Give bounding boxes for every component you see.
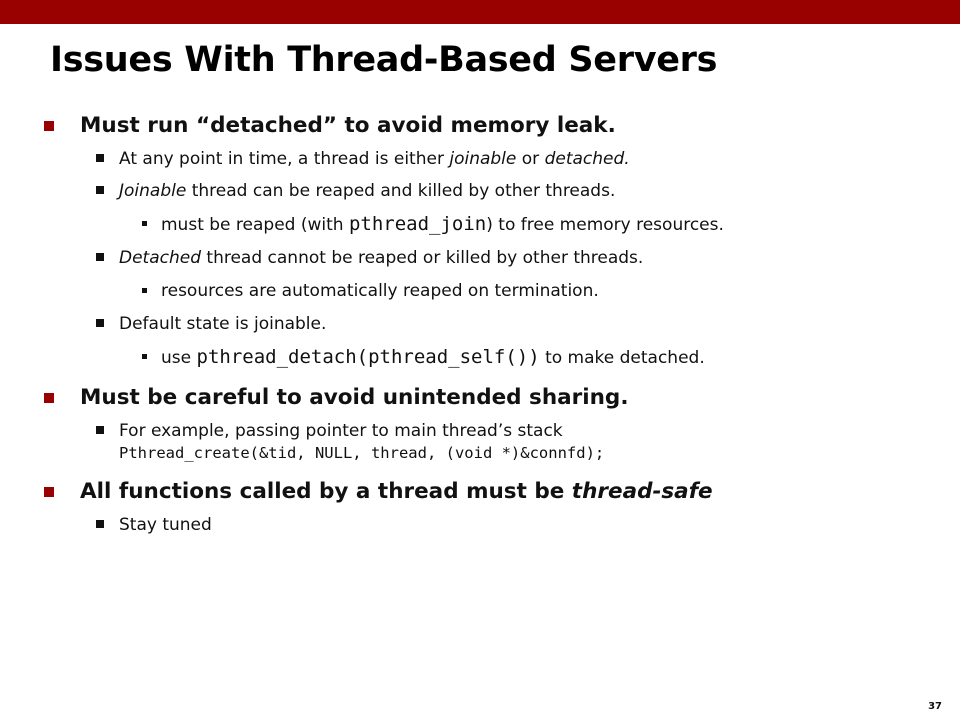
square-bullet-icon: [142, 288, 147, 293]
sub-bullet: [44, 420, 924, 464]
bullet-text: Must be careful to avoid unintended sharing.: [80, 385, 629, 410]
sub-bullet-text: Joinable thread can be reaped and killed by other threads.: [119, 181, 616, 201]
square-bullet-icon: [96, 426, 104, 434]
sub-sub-bullet: [44, 279, 924, 303]
sub-bullet-text: At any point in time, a thread is either joinable or detached.: [119, 149, 630, 169]
square-bullet-icon: [44, 121, 54, 131]
square-bullet-icon: [44, 393, 54, 403]
page-number: 37: [928, 701, 942, 712]
square-bullet-icon: [96, 253, 104, 261]
slide-title: Issues With Thread-Based Servers: [50, 40, 718, 80]
square-bullet-icon: [142, 354, 147, 359]
sub-bullet: [44, 247, 924, 269]
bullet-thread-safe: [44, 478, 924, 506]
square-bullet-icon: [96, 520, 104, 528]
sub-sub-bullet-text: resources are automatically reaped on termination.: [161, 281, 599, 301]
sub-bullet-text: For example, passing pointer to main thread’s stack: [119, 421, 563, 441]
bullet-text: All functions called by a thread must be thread-safe: [80, 479, 713, 504]
square-bullet-icon: [96, 186, 104, 194]
square-bullet-icon: [142, 221, 147, 226]
bullet-detached: [44, 112, 924, 140]
sub-bullet: [44, 313, 924, 335]
code-pthread-detach: pthread_detach(pthread_self()): [196, 346, 540, 368]
square-bullet-icon: [44, 487, 54, 497]
sub-sub-bullet-text: must be reaped (with pthread_join) to free memory resources.: [161, 213, 724, 235]
square-bullet-icon: [96, 319, 104, 327]
code-pthread-create: Pthread_create(&tid, NULL, thread, (void *)&connfd);: [119, 444, 605, 462]
sub-bullet-text: Detached thread cannot be reaped or killed by other threads.: [119, 248, 644, 268]
sub-sub-bullet: [44, 345, 924, 370]
bullet-sharing: [44, 384, 924, 412]
sub-sub-bullet-text: use pthread_detach(pthread_self()) to make detached.: [161, 346, 705, 368]
top-bar: [0, 0, 960, 24]
bullet-text: Must run “detached” to avoid memory leak.: [80, 113, 616, 138]
sub-bullet: [44, 514, 924, 536]
sub-bullet: [44, 148, 924, 170]
sub-sub-bullet: [44, 212, 924, 237]
sub-bullet-text: Default state is joinable.: [119, 314, 327, 334]
code-pthread-join: pthread_join: [348, 213, 487, 235]
sub-bullet: [44, 180, 924, 202]
square-bullet-icon: [96, 154, 104, 162]
sub-bullet-text: Stay tuned: [119, 515, 212, 535]
slide-content: [44, 112, 924, 546]
